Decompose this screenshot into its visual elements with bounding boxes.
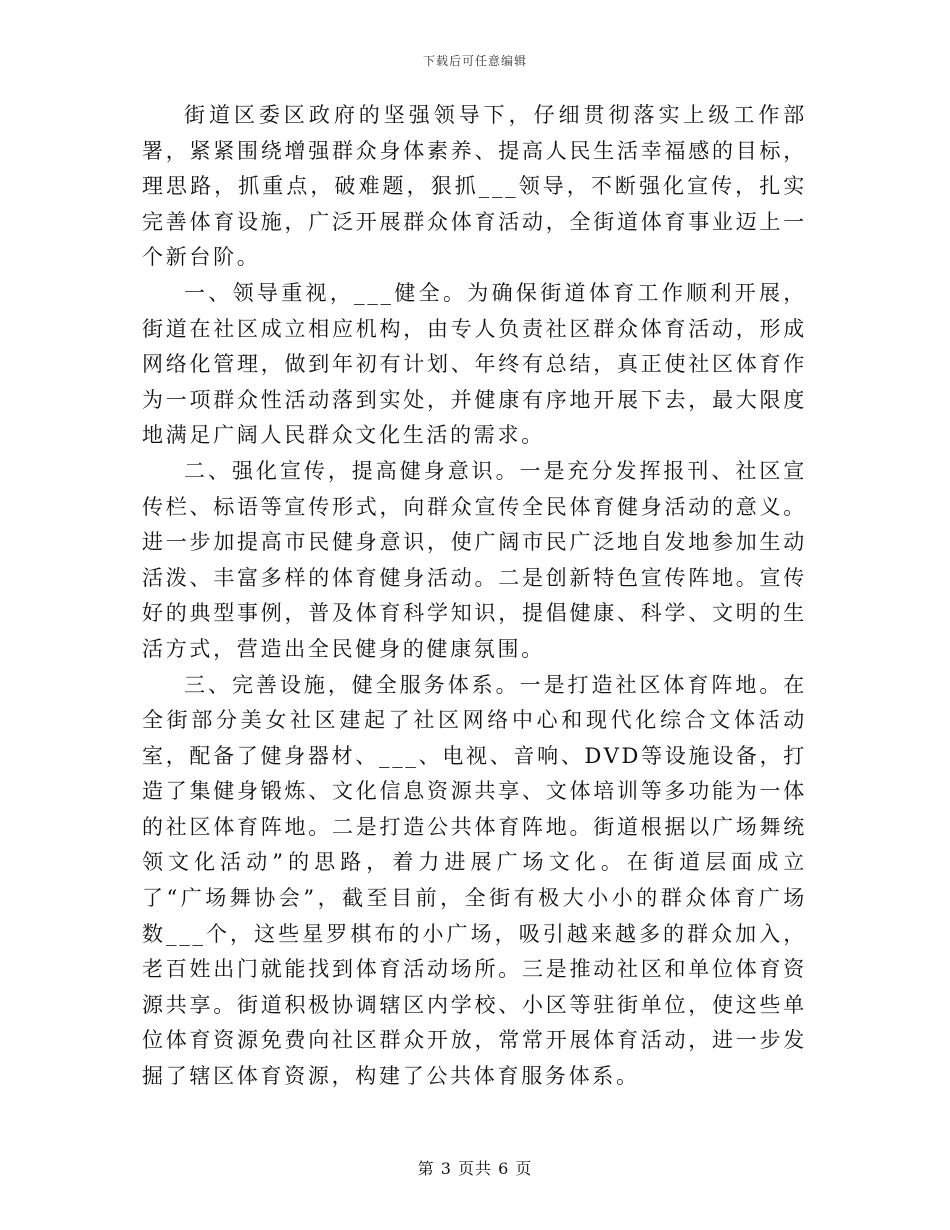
page-header: 下载后可任意编辑	[422, 54, 527, 68]
page-number-footer: 第 3 页共 6 页	[417, 1159, 533, 1178]
document-body	[142, 98, 807, 1095]
body-paragraph: 街道区委区政府的坚强领导下，仔细贯彻落实上级工作部署，紧紧围绕增强群众身体素养、提高人民生活幸福感的目标，理思路，抓重点，破难题，狠抓___领导，不断强化宣传，扎实完善体育设施，广泛开展群众体育活动，全街道体育事业迈上一个新台阶。	[142, 103, 807, 270]
body-paragraph: 三、完善设施，健全服务体系。一是打造社区体育阵地。在全街部分美女社区建起了社区网络中心和现代化综合文体活动室，配备了健身器材、___、电视、音响、DVD等设施设备，打造了集健身锻炼、文化信息资源共享、文体培训等多功能为一体的社区体育阵地。二是打造公共体育阵地。街道根据以广场舞统领文化活动”的思路，着力进展广场文化。在街道层面成立了“广场舞协会”，截至目前，全街有极大小小的群众体育广场数___个，这些星罗棋布的小广场，吸引越来越多的群众加入，老百姓出门就能找到体育活动场所。三是推动社区和单位体育资源共享。街道积极协调辖区内学校、小区等驻街单位，使这些单位体育资源免费向社区群众开放，常常开展体育活动，进一步发掘了辖区体育资源，构建了公共体育服务体系。	[142, 672, 807, 1089]
body-paragraph: 一、领导重视，___健全。为确保街道体育工作顺利开展，街道在社区成立相应机构，由专人负责社区群众体育活动，形成网络化管理，做到年初有计划、年终有总结，真正使社区体育作为一项群众性活动落到实处，并健康有序地开展下去，最大限度地满足广阔人民群众文化生活的需求。	[142, 280, 807, 448]
body-paragraph: 二、强化宣传，提高健身意识。一是充分发挥报刊、社区宣传栏、标语等宣传形式，向群众宣传全民体育健身活动的意义。进一步加提高市民健身意识，使广阔市民广泛地自发地参加生动活泼、丰富多样的体育健身活动。二是创新特色宣传阵地。宣传好的典型事例，普及体育科学知识，提倡健康、科学、文明的生活方式，营造出全民健身的健康氛围。	[142, 458, 807, 661]
